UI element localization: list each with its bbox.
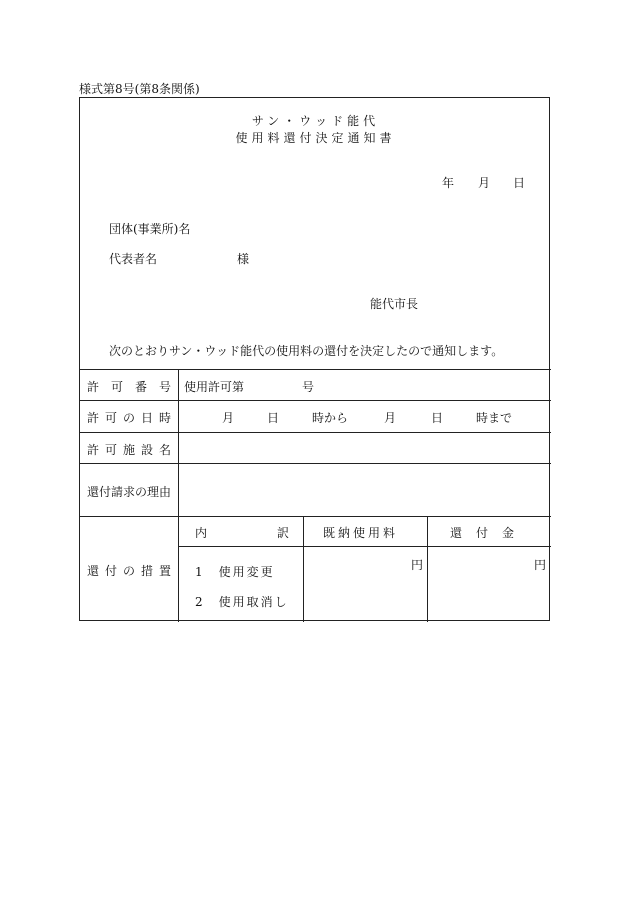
permitted-facility-label: 許可施設名 xyxy=(87,443,178,457)
datetime-from: 時から xyxy=(312,411,349,425)
column-paid-fee: 既納使用料 xyxy=(323,526,399,540)
table-divider xyxy=(80,369,551,370)
datetime-day-1: 日 xyxy=(267,411,280,425)
option-cancellation: 2 使用取消し xyxy=(195,595,289,609)
table-divider xyxy=(80,432,551,433)
table-column-divider xyxy=(178,369,179,622)
notice-form xyxy=(79,97,550,621)
datetime-until: 時まで xyxy=(476,411,513,425)
datetime-month-1: 月 xyxy=(222,411,235,425)
table-column-divider xyxy=(427,516,428,622)
paid-fee-yen: 円 xyxy=(411,558,424,572)
form-number-label: 様式第8号(第8条関係) xyxy=(79,82,200,96)
table-divider xyxy=(80,516,551,517)
issuer-mayor: 能代市長 xyxy=(370,297,419,311)
date-day: 日 xyxy=(513,176,526,190)
representative-name-label: 代表者名 xyxy=(109,252,158,266)
datetime-month-2: 月 xyxy=(384,411,397,425)
permit-number-prefix: 使用許可第 xyxy=(184,380,245,394)
datetime-day-2: 日 xyxy=(431,411,444,425)
notice-text: 次のとおりサン・ウッド能代の使用料の還付を決定したので通知します。 xyxy=(109,344,504,358)
permit-number-label: 許 可 番 号 xyxy=(87,380,172,394)
column-refund-amount: 還付金 xyxy=(450,526,529,540)
column-breakdown-right: 訳 xyxy=(277,526,290,540)
option-change-of-use: 1 使用変更 xyxy=(195,565,275,579)
refund-yen: 円 xyxy=(534,558,547,572)
refund-reason-label: 還付請求の理由 xyxy=(87,485,172,499)
date-month: 月 xyxy=(478,176,491,190)
date-year: 年 xyxy=(442,176,455,190)
table-divider xyxy=(178,546,551,547)
table-divider xyxy=(80,400,551,401)
title-facility-name: サン・ウッド能代 xyxy=(251,114,380,128)
permit-number-suffix: 号 xyxy=(302,380,315,394)
table-divider xyxy=(80,463,551,464)
column-breakdown-left: 内 xyxy=(195,526,208,540)
organization-name-label: 団体(事業所)名 xyxy=(109,222,191,236)
permit-datetime-label: 許可の日時 xyxy=(87,411,178,425)
refund-measures-label: 還付の措置 xyxy=(87,564,178,578)
page-title: 使用料還付決定通知書 xyxy=(235,131,396,145)
honorific-sama: 様 xyxy=(237,252,250,266)
table-column-divider xyxy=(303,516,304,622)
